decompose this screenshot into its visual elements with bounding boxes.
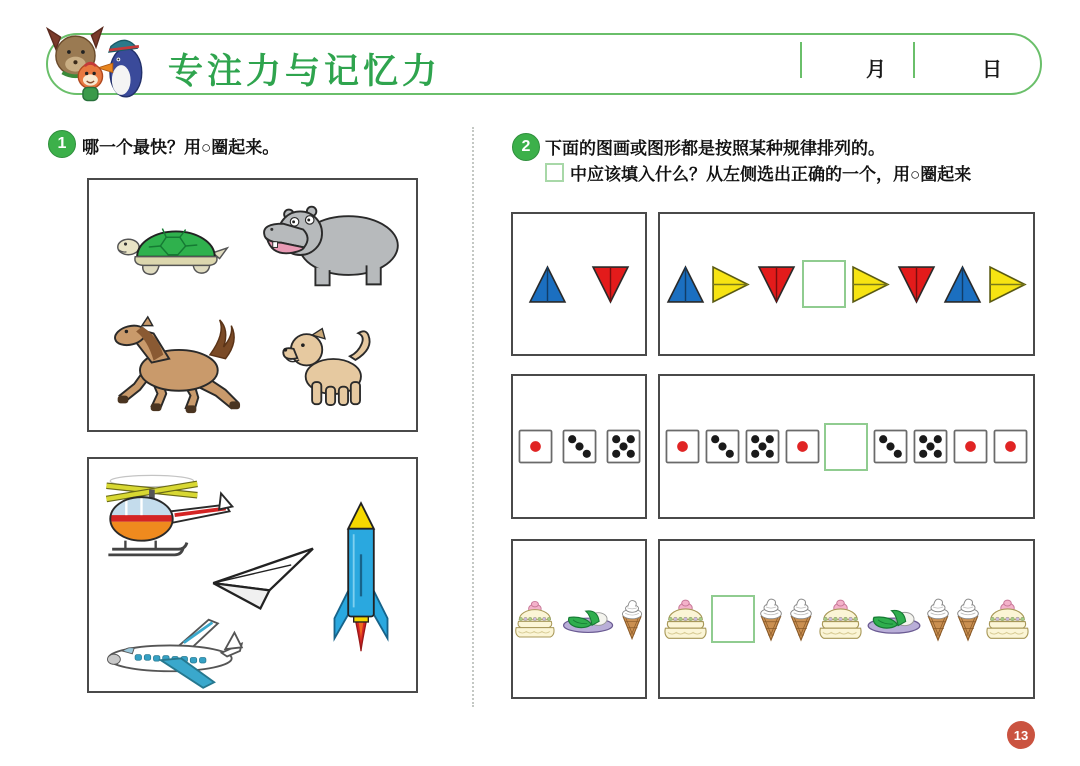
tri-up-blue-icon xyxy=(665,264,706,305)
q2-row2-sequence-box xyxy=(658,374,1035,519)
q1-animals-box xyxy=(87,178,418,432)
answer-square-icon xyxy=(545,163,564,182)
tri-down-red-icon xyxy=(756,264,797,305)
date-divider-tick xyxy=(800,42,802,78)
tri-right-yellow-icon xyxy=(850,264,891,305)
cake-icon xyxy=(662,597,709,641)
icecream-icon xyxy=(924,596,952,643)
die-5-icon[interactable] xyxy=(606,429,641,464)
q2-row1-options-box xyxy=(511,212,647,356)
answer-blank-square[interactable] xyxy=(802,260,846,308)
tri-down-red-icon[interactable] xyxy=(590,264,631,305)
q2-row2-options-box xyxy=(511,374,647,519)
answer-blank-square[interactable] xyxy=(711,595,755,643)
plate-icon xyxy=(866,604,922,634)
paper-plane-icon[interactable] xyxy=(209,545,319,613)
question-1-badge: 1 xyxy=(48,130,76,158)
horse-icon[interactable] xyxy=(100,314,248,416)
tri-right-yellow-icon xyxy=(987,264,1028,305)
die-1-icon xyxy=(953,429,988,464)
column-divider xyxy=(472,127,474,707)
q2-row1-sequence-box xyxy=(658,212,1035,356)
tri-up-blue-icon[interactable] xyxy=(527,264,568,305)
cake-icon xyxy=(817,597,864,641)
day-label: 日 xyxy=(982,59,1002,81)
icecream-icon xyxy=(787,596,815,643)
die-3-icon xyxy=(705,429,740,464)
die-3-icon[interactable] xyxy=(562,429,597,464)
tri-up-blue-icon xyxy=(942,264,983,305)
question-1-prompt: 哪一个最快？用○圈起来。 xyxy=(82,138,280,157)
die-3-icon xyxy=(873,429,908,464)
icecream-icon[interactable] xyxy=(619,596,645,643)
q2-row3-sequence-box xyxy=(658,539,1035,699)
icecream-icon xyxy=(954,596,982,643)
die-1-icon[interactable] xyxy=(518,429,553,464)
mascots-illustration xyxy=(36,24,156,108)
die-1-icon xyxy=(785,429,820,464)
turtle-icon[interactable] xyxy=(115,214,233,278)
icecream-icon xyxy=(757,596,785,643)
hippo-icon[interactable] xyxy=(259,201,404,291)
question-2-prompt-line2 xyxy=(545,160,971,185)
date-divider-tick xyxy=(913,42,915,78)
question-2-badge: 2 xyxy=(512,133,540,161)
die-5-icon xyxy=(913,429,948,464)
cake-icon xyxy=(984,597,1031,641)
q1-vehicles-box xyxy=(87,457,418,693)
q2-row3-options-box xyxy=(511,539,647,699)
rocket-icon[interactable] xyxy=(329,499,393,659)
die-5-icon xyxy=(745,429,780,464)
dog-icon[interactable] xyxy=(278,320,384,410)
month-label: 月 xyxy=(866,59,886,81)
page-number-badge: 13 xyxy=(1007,721,1035,749)
cake-icon[interactable] xyxy=(513,597,557,641)
die-1-icon xyxy=(993,429,1028,464)
tri-down-red-icon xyxy=(896,264,937,305)
answer-blank-square[interactable] xyxy=(824,423,868,471)
die-1-icon xyxy=(665,429,700,464)
page-title: 专注力与记忆力 xyxy=(168,52,442,91)
question-2-prompt-line1: 下面的图画或图形都是按照某种规律排列的。 xyxy=(545,139,885,158)
airplane-icon[interactable] xyxy=(93,605,248,697)
question-2-prompt-line2-text: 中应该填入什么？从左侧选出正确的一个，用○圈起来 xyxy=(570,165,972,184)
plate-icon[interactable] xyxy=(562,604,614,634)
tri-right-yellow-icon xyxy=(710,264,751,305)
